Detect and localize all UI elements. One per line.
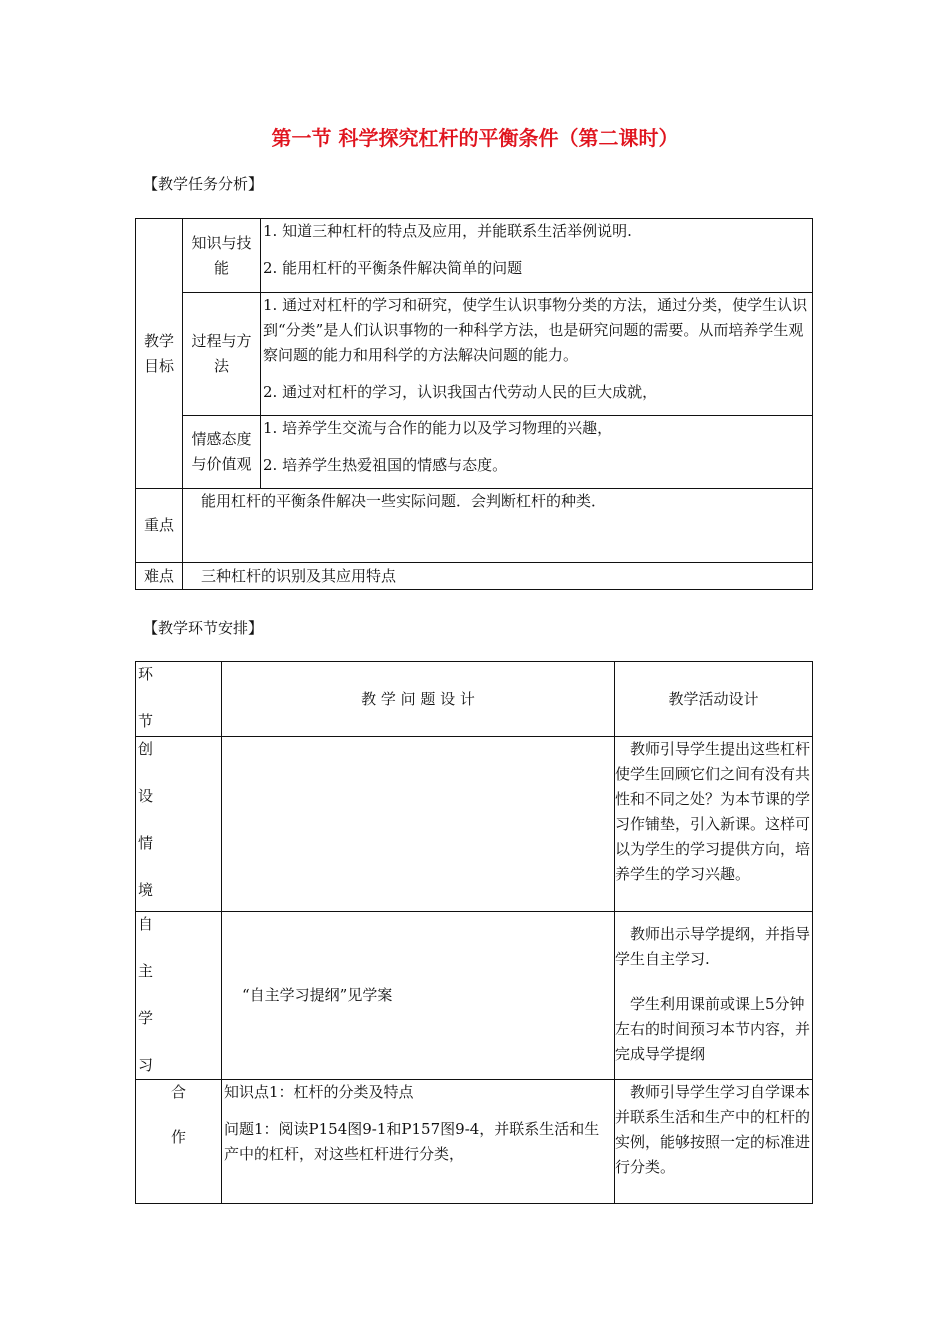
stage-cooperation <box>136 1080 222 1204</box>
goal-item: 1. 培养学生交流与合作的能力以及学习物理的兴趣， <box>263 419 613 437</box>
stage-char: 作 <box>170 1128 186 1146</box>
key-point-label: 重点 <box>136 489 183 563</box>
row-label-line: 知识与技 <box>191 233 252 252</box>
question-text: 问题1：阅读P154图9-1和P157图9-4，并联系生活和生产中的杠杆，对这些杠杆进行分类， <box>224 1120 600 1163</box>
row-label-line: 与价值观 <box>191 455 252 473</box>
design-text: “自主学习提纲”见学案 <box>222 912 615 1080</box>
stage-header-cell <box>136 662 222 737</box>
task-analysis-table <box>135 218 813 590</box>
activity-paragraph: 教师出示导学提纲，并指导学生自主学习. <box>615 925 811 968</box>
activity-cell <box>615 912 813 1080</box>
stage-char: 设 <box>138 787 154 805</box>
stage-header-char: 环 <box>138 665 154 683</box>
stage-create-scenario <box>136 737 222 912</box>
activity-text: 教师引导学生提出这些杠杆使学生回顾它们之间有没有共性和不同之处？为本节课的学习作铺垫，引入新课。这样可以为学生的学习提供方向，培养学生的学习兴趣。 <box>615 737 813 912</box>
key-point-text: 能用杠杆的平衡条件解决一些实际问题．会判断杠杆的种类． <box>183 489 813 563</box>
row-label-line: 能 <box>213 258 229 277</box>
design-header: 教 学 问 题 设 计 <box>222 662 615 737</box>
stage-char: 学 <box>138 1009 154 1027</box>
section-heading-task-analysis: 【教学任务分析】 <box>143 175 264 193</box>
attitude-label-cell <box>183 416 261 489</box>
attitude-goals-cell <box>261 416 813 489</box>
stage-char: 主 <box>138 962 154 980</box>
stage-char: 合 <box>170 1083 186 1101</box>
goal-item: 1. 通过对杠杆的学习和研究，使学生认识事物分类的方法，通过分类，使学生认识到“分类”是人们认识事物的一种科学方法，也是研究问题的需要。从而培养学生观察问题的能力和用科学的方法解决问题的能力。 <box>263 296 808 364</box>
goal-item: 2. 培养学生热爱祖国的情感与态度。 <box>263 456 508 474</box>
goal-label-cell <box>136 219 183 489</box>
knowledge-point: 知识点1：杠杆的分类及特点 <box>224 1083 414 1101</box>
stage-char: 创 <box>138 740 154 758</box>
activity-paragraph: 学生利用课前或课上5分钟左右的时间预习本节内容，并完成导学提纲 <box>615 995 811 1063</box>
row-label-line: 过程与方 <box>191 332 252 350</box>
stage-char: 习 <box>138 1056 154 1074</box>
activity-header: 教学活动设计 <box>615 662 813 737</box>
goal-label-line: 目标 <box>143 356 174 375</box>
knowledge-label-cell <box>183 219 261 293</box>
activity-text: 教师引导学生学习自学课本并联系生活和生产中的杠杆的实例，能够按照一定的标准进行分类。 <box>615 1080 813 1204</box>
row-label-line: 情感态度 <box>191 430 252 448</box>
difficulty-label: 难点 <box>136 563 183 590</box>
page-title: 第一节 科学探究杠杆的平衡条件（第二课时） <box>271 126 679 150</box>
process-goals-cell <box>261 293 813 416</box>
arrangement-table <box>135 661 813 1204</box>
process-label-cell <box>183 293 261 416</box>
row-label-line: 法 <box>213 357 229 375</box>
knowledge-goals-cell <box>261 219 813 293</box>
goal-label-line: 教学 <box>143 331 174 350</box>
goal-item: 2. 能用杠杆的平衡条件解决简单的问题 <box>263 259 523 277</box>
stage-char: 自 <box>138 915 154 933</box>
design-empty-cell <box>222 737 615 912</box>
design-cell <box>222 1080 615 1204</box>
stage-char: 境 <box>138 881 154 899</box>
stage-char: 情 <box>138 834 154 852</box>
goal-item: 2. 通过对杠杆的学习，认识我国古代劳动人民的巨大成就， <box>263 383 658 401</box>
goal-item: 1. 知道三种杠杆的特点及应用，并能联系生活举例说明. <box>263 222 632 240</box>
stage-header-char: 节 <box>138 712 154 730</box>
difficulty-text: 三种杠杆的识别及其应用特点 <box>183 563 813 590</box>
section-heading-arrangement: 【教学环节安排】 <box>143 619 264 637</box>
stage-self-study <box>136 912 222 1080</box>
